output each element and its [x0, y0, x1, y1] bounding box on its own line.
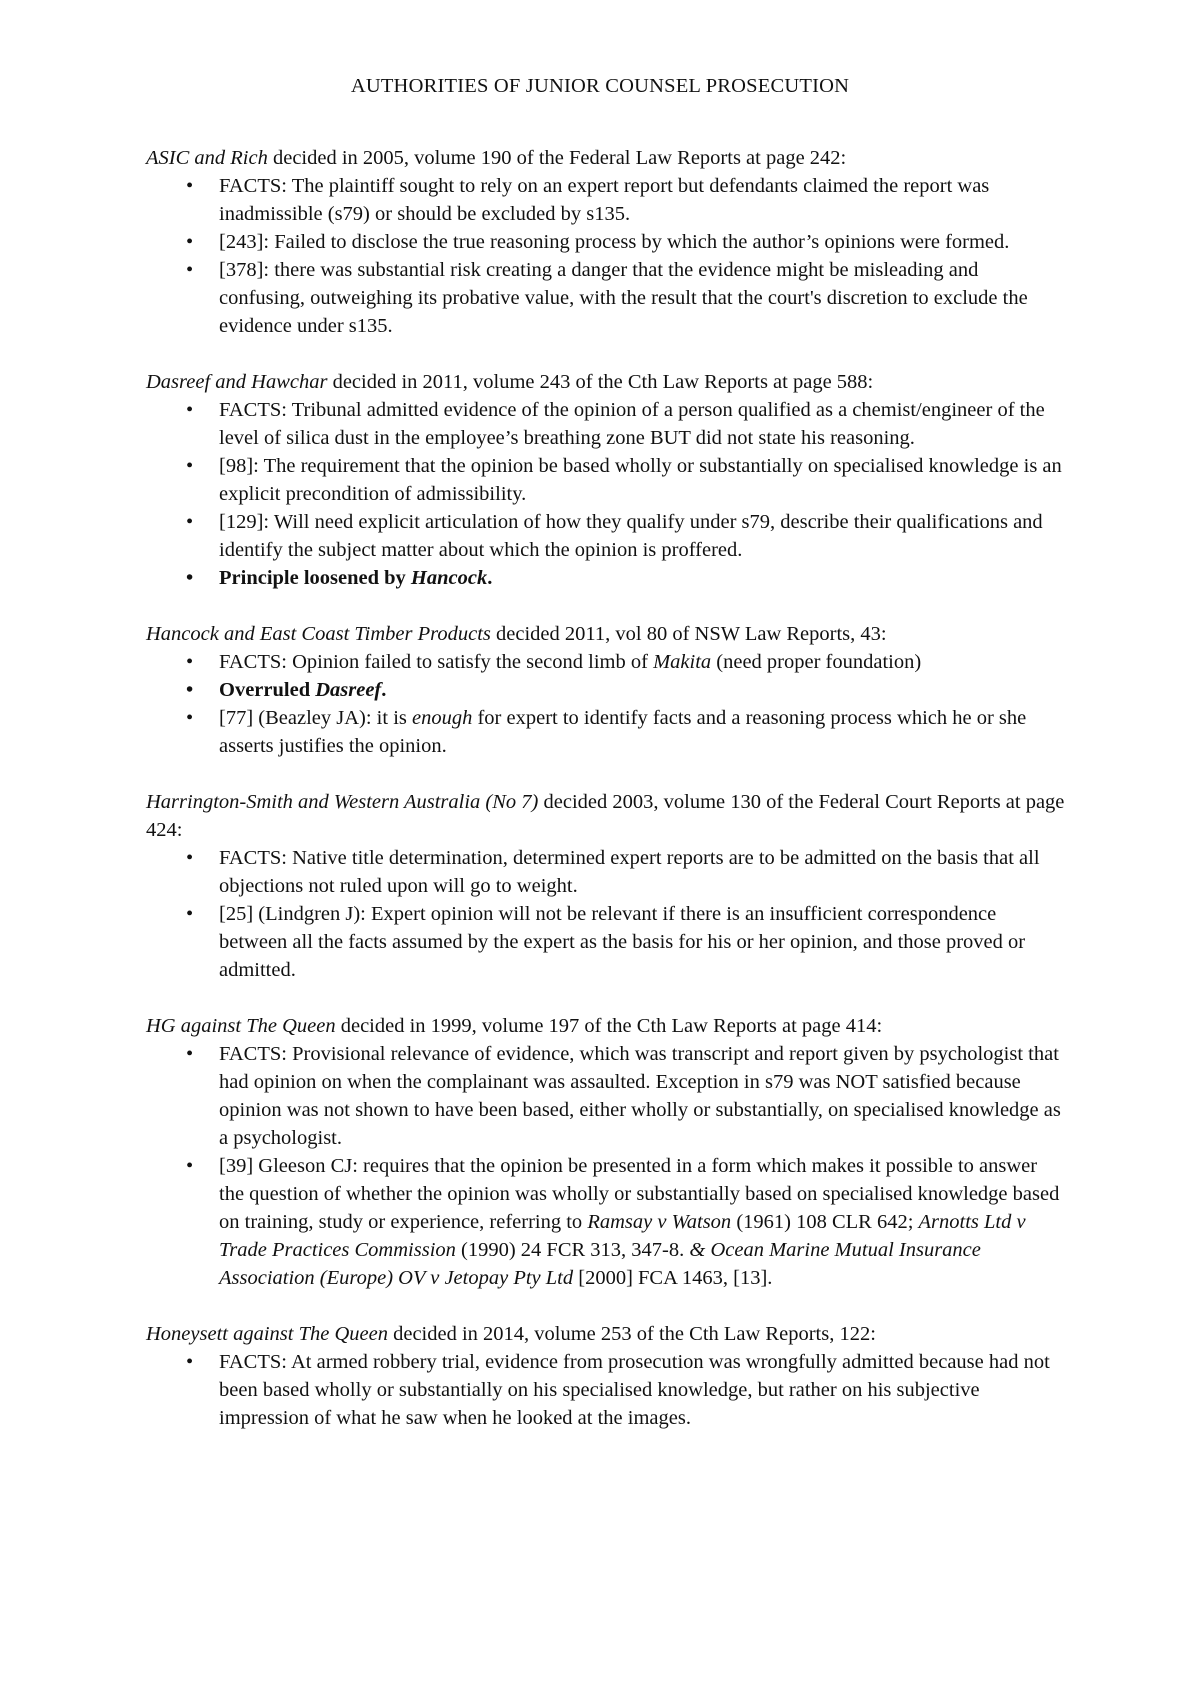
point-text: [378]: there was substantial risk creating a danger that the evidence might be misleading and confusing, outweighing its probative value, with the result that the court's discretion to exclude the evidence under s135.	[219, 259, 1028, 337]
case-harrington-smith	[146, 788, 1066, 984]
case-reference: Hancock	[410, 567, 488, 589]
point-list	[146, 1040, 1066, 1292]
list-item	[146, 396, 1066, 452]
point-text: [98]: The requirement that the opinion be based wholly or substantially on specialised knowledge is an explicit precondition of admissibility.	[219, 455, 1062, 505]
point-text: [129]: Will need explicit articulation of how they qualify under s79, describe their qualifications and identify the subject matter about which the opinion is proffered.	[219, 511, 1043, 561]
page-title: AUTHORITIES OF JUNIOR COUNSEL PROSECUTION	[350, 75, 850, 97]
list-item	[146, 1040, 1066, 1152]
point-suffix: .	[381, 679, 387, 701]
case-citation: decided 2011, vol 80 of NSW Law Reports, 43:	[490, 623, 887, 645]
case-reference: & Ocean Marine Mutual Insurance Association (Europe) OV v Jetopay Pty Ltd	[219, 1239, 981, 1289]
point-text: [39] Gleeson CJ: requires that the opinion be presented in a form which makes it possible to answer the question of whether the opinion was wholly or substantially based on specialised knowledge based on training, study or experience, referring to	[219, 1155, 1060, 1233]
reference-citation: (1990) 24 FCR 313, 347-8.	[455, 1239, 690, 1261]
point-suffix: .	[487, 567, 493, 589]
case-honeysett	[146, 1320, 1066, 1432]
point-text: FACTS: Provisional relevance of evidence, which was transcript and report given by psychologist that had opinion on when the complainant was assaulted. Exception in s79 was NOT satisfied because opinion was not shown to have been based, either wholly or substantially, on specialised knowledge as a psychologist.	[219, 1043, 1061, 1149]
emphasis: enough	[412, 707, 473, 729]
point-list	[146, 396, 1066, 592]
case-heading	[146, 620, 1066, 648]
point-suffix: for expert to identify facts and a reasoning process which he or she asserts justifies the opinion.	[219, 707, 1027, 757]
list-item-principle-loosened	[146, 564, 1066, 592]
reference-citation: [2000] FCA 1463, [13].	[573, 1267, 773, 1289]
bullet-icon: •	[186, 847, 194, 869]
case-dasreef-hawchar	[146, 368, 1066, 592]
point-list	[146, 172, 1066, 340]
point-text: [25] (Lindgren J): Expert opinion will not be relevant if there is an insufficient correspondence between all the facts assumed by the expert as the basis for his or her opinion, and those proved or admitted.	[219, 903, 1026, 981]
point-text: [243]: Failed to disclose the true reasoning process by which the author’s opinions were formed.	[219, 231, 1010, 253]
case-heading	[146, 1320, 1066, 1348]
point-list	[146, 844, 1066, 984]
bullet-icon: •	[186, 231, 194, 253]
case-citation: decided in 2014, volume 253 of the Cth Law Reports, 122:	[387, 1323, 876, 1345]
list-item	[146, 452, 1066, 508]
point-list	[146, 1348, 1066, 1432]
bullet-icon: •	[186, 1351, 194, 1373]
point-text: FACTS: Native title determination, determined expert reports are to be admitted on the basis that all objections not ruled upon will go to weight.	[219, 847, 1040, 897]
list-item	[146, 704, 1066, 760]
case-name: HG against The Queen	[146, 1015, 336, 1037]
bullet-icon: •	[186, 903, 194, 925]
case-citation: decided in 2011, volume 243 of the Cth Law Reports at page 588:	[327, 371, 874, 393]
list-item	[146, 172, 1066, 228]
point-suffix: (need proper foundation)	[711, 651, 922, 673]
list-item	[146, 900, 1066, 984]
bullet-icon: •	[186, 651, 194, 673]
case-name: ASIC and Rich	[146, 147, 268, 169]
point-list	[146, 648, 1066, 760]
case-reference: Ramsay v Watson	[587, 1211, 732, 1233]
reference-citation: (1961) 108 CLR 642;	[731, 1211, 919, 1233]
case-name: Hancock and East Coast Timber Products	[146, 623, 491, 645]
case-heading	[146, 144, 1066, 172]
case-citation: decided in 1999, volume 197 of the Cth Law Reports at page 414:	[335, 1015, 883, 1037]
bullet-icon: •	[186, 455, 194, 477]
bullet-icon: •	[186, 1043, 194, 1065]
point-text: FACTS: Tribunal admitted evidence of the opinion of a person qualified as a chemist/engineer of the level of silica dust in the employee’s breathing zone BUT did not state his reasoning.	[219, 399, 1045, 449]
document-body	[146, 144, 1066, 1460]
point-text: FACTS: The plaintiff sought to rely on an expert report but defendants claimed the report was inadmissible (s79) or should be excluded by s135.	[219, 175, 990, 225]
case-heading	[146, 788, 1066, 844]
case-hancock	[146, 620, 1066, 760]
case-hg	[146, 1012, 1066, 1292]
list-item	[146, 1152, 1066, 1292]
bullet-icon: •	[186, 567, 194, 589]
case-reference: Dasreef	[315, 679, 382, 701]
case-name: Dasreef and Hawchar	[146, 371, 328, 393]
bullet-icon: •	[186, 399, 194, 421]
list-item	[146, 844, 1066, 900]
case-asic-rich	[146, 144, 1066, 340]
bullet-icon: •	[186, 679, 194, 701]
list-item	[146, 256, 1066, 340]
bullet-icon: •	[186, 707, 194, 729]
case-name: Harrington-Smith and Western Australia (No 7)	[146, 791, 539, 813]
case-citation: decided in 2005, volume 190 of the Federal Law Reports at page 242:	[267, 147, 847, 169]
list-item	[146, 228, 1066, 256]
point-text: FACTS: At armed robbery trial, evidence from prosecution was wrongfully admitted because had not been based wholly or substantially on his specialised knowledge, but rather on his subjective impression of what he saw when he looked at the images.	[219, 1351, 1050, 1429]
point-prefix: FACTS: Opinion failed to satisfy the second limb of	[219, 651, 654, 673]
case-reference: Makita	[653, 651, 712, 673]
bullet-icon: •	[186, 259, 194, 281]
point-prefix: [77] (Beazley JA): it is	[219, 707, 412, 729]
point-prefix: Overruled	[219, 679, 316, 701]
bullet-icon: •	[186, 511, 194, 533]
case-name: Honeysett against The Queen	[146, 1323, 388, 1345]
bullet-icon: •	[186, 1155, 194, 1177]
list-item-overruled	[146, 676, 1066, 704]
case-reference: Arnotts Ltd v Trade Practices Commission	[219, 1211, 1026, 1261]
list-item	[146, 648, 1066, 676]
bullet-icon: •	[186, 175, 194, 197]
point-prefix: Principle loosened by	[219, 567, 411, 589]
case-heading	[146, 368, 1066, 396]
case-citation: decided 2003, volume 130 of the Federal Court Reports at page 424:	[146, 791, 1065, 841]
list-item	[146, 508, 1066, 564]
list-item	[146, 1348, 1066, 1432]
case-heading	[146, 1012, 1066, 1040]
